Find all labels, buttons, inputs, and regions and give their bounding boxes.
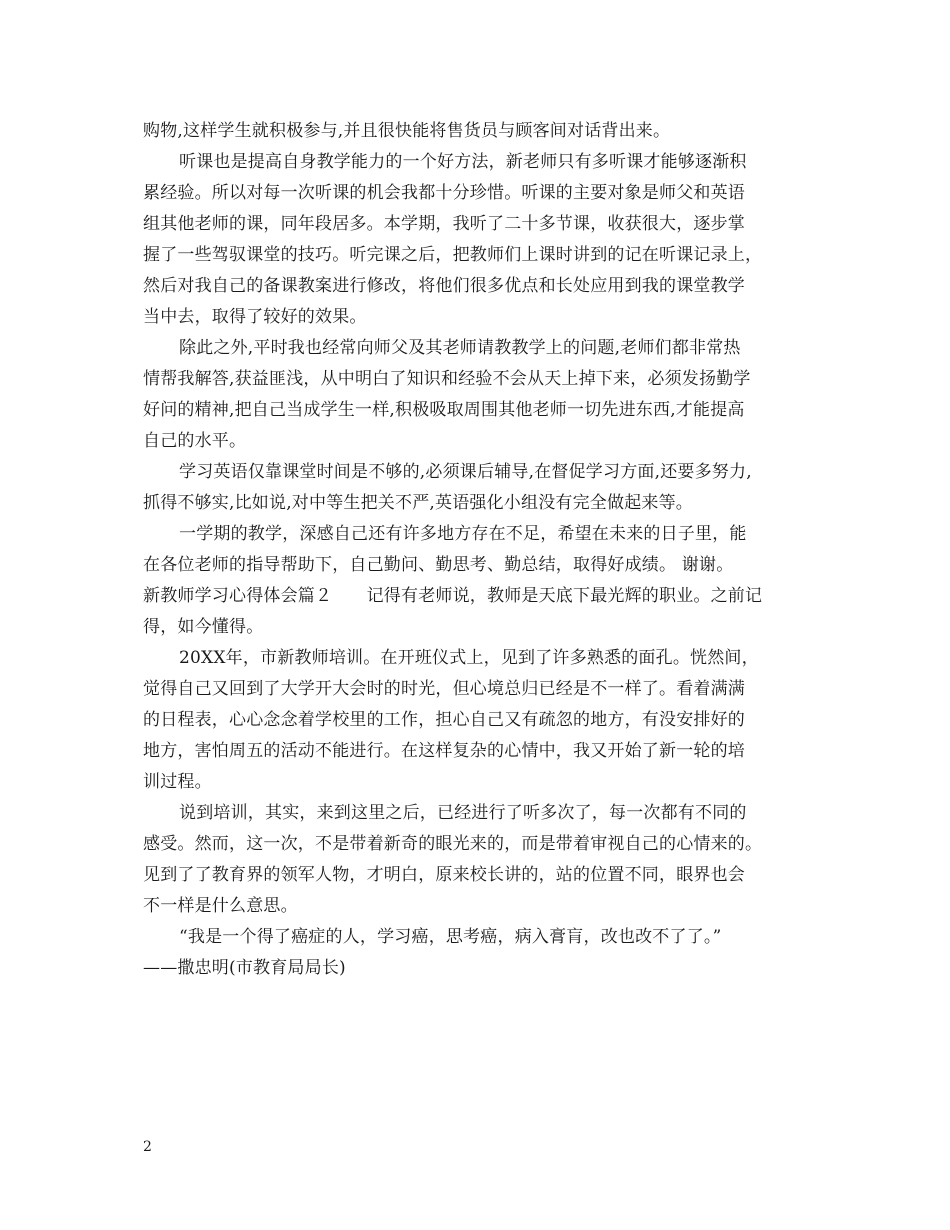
text-line: 的日程表，心心念念着学校里的工作，担心自己又有疏忽的地方，有没安排好的	[143, 710, 745, 730]
text-line: 觉得自己又回到了大学开大会时的时光，但心境总归已经是不一样了。看着满满	[143, 679, 745, 699]
text-line: 握了一些驾驭课堂的技巧。听完课之后，把教师们上课时讲到的记在听课记录上，	[143, 245, 763, 265]
text-line: 地方，害怕周五的活动不能进行。在这样复杂的心情中，我又开始了新一轮的培	[143, 741, 745, 761]
text-line: 购物,这样学生就积极参与,并且很快能将售货员与顾客间对话背出来。	[143, 121, 671, 141]
page-number: 2	[143, 1139, 152, 1155]
text-line: 得，如今懂得。	[143, 617, 264, 637]
text-line: 情帮我解答,获益匪浅，从中明白了知识和经验不会从天上掉下来，必须发扬勤学	[143, 369, 751, 389]
text-line: 自己的水平。	[143, 431, 247, 451]
text-line: 在各位老师的指导帮助下，自己勤问、勤思考、勤总结，取得好成绩。 谢谢。	[143, 555, 734, 575]
text-line: 听课也是提高自身教学能力的一个好方法，新老师只有多听课才能够逐渐积	[179, 152, 747, 172]
text-line: 学习英语仅靠课堂时间是不够的,必须课后辅导,在督促学习方面,还要多努力,	[179, 462, 752, 482]
text-line: “我是一个得了癌症的人，学习癌，思考癌，病入膏肓，改也改不了了。”	[179, 927, 722, 947]
text-line: 新教师学习心得体会篇２ 记得有老师说，教师是天底下最光辉的职业。之前记	[143, 586, 763, 606]
text-line: 组其他老师的课，同年段居多。本学期，我听了二十多节课，收获很大，逐步掌	[143, 214, 745, 234]
text-line: 然后对我自己的备课教案进行修改，将他们很多优点和长处应用到我的课堂教学	[143, 276, 745, 296]
text-line: 不一样是什么意思。	[143, 896, 298, 916]
text-line: 好问的精神,把自己当成学生一样,积极吸取周围其他老师一切先进东西,才能提高	[143, 400, 745, 420]
text-line: 累经验。所以对每一次听课的机会我都十分珍惜。听课的主要对象是师父和英语	[143, 183, 745, 203]
text-line: ——撒忠明(市教育局局长)	[143, 958, 346, 978]
text-line: 20XX年，市新教师培训。在开班仪式上，见到了许多熟悉的面孔。恍然间，	[179, 648, 759, 668]
body-text	[143, 116, 815, 984]
text-line: 说到培训，其实，来到这里之后，已经进行了听多次了，每一次都有不同的	[179, 803, 747, 823]
text-line: 一学期的教学，深感自己还有许多地方存在不足，希望在未来的日子里，能	[179, 524, 747, 544]
text-line: 抓得不够实,比如说,对中等生把关不严,英语强化小组没有完全做起来等。	[143, 493, 694, 513]
text-line: 当中去，取得了较好的效果。	[143, 307, 367, 327]
text-line: 见到了了教育界的领军人物，才明白，原来校长讲的，站的位置不同，眼界也会	[143, 865, 745, 885]
text-line: 除此之外,平时我也经常向师父及其老师请教教学上的问题,老师们都非常热	[179, 338, 741, 358]
text-line: 感受。然而，这一次，不是带着新奇的眼光来的，而是带着审视自己的心情来的。	[143, 834, 763, 854]
text-line: 训过程。	[143, 772, 212, 792]
